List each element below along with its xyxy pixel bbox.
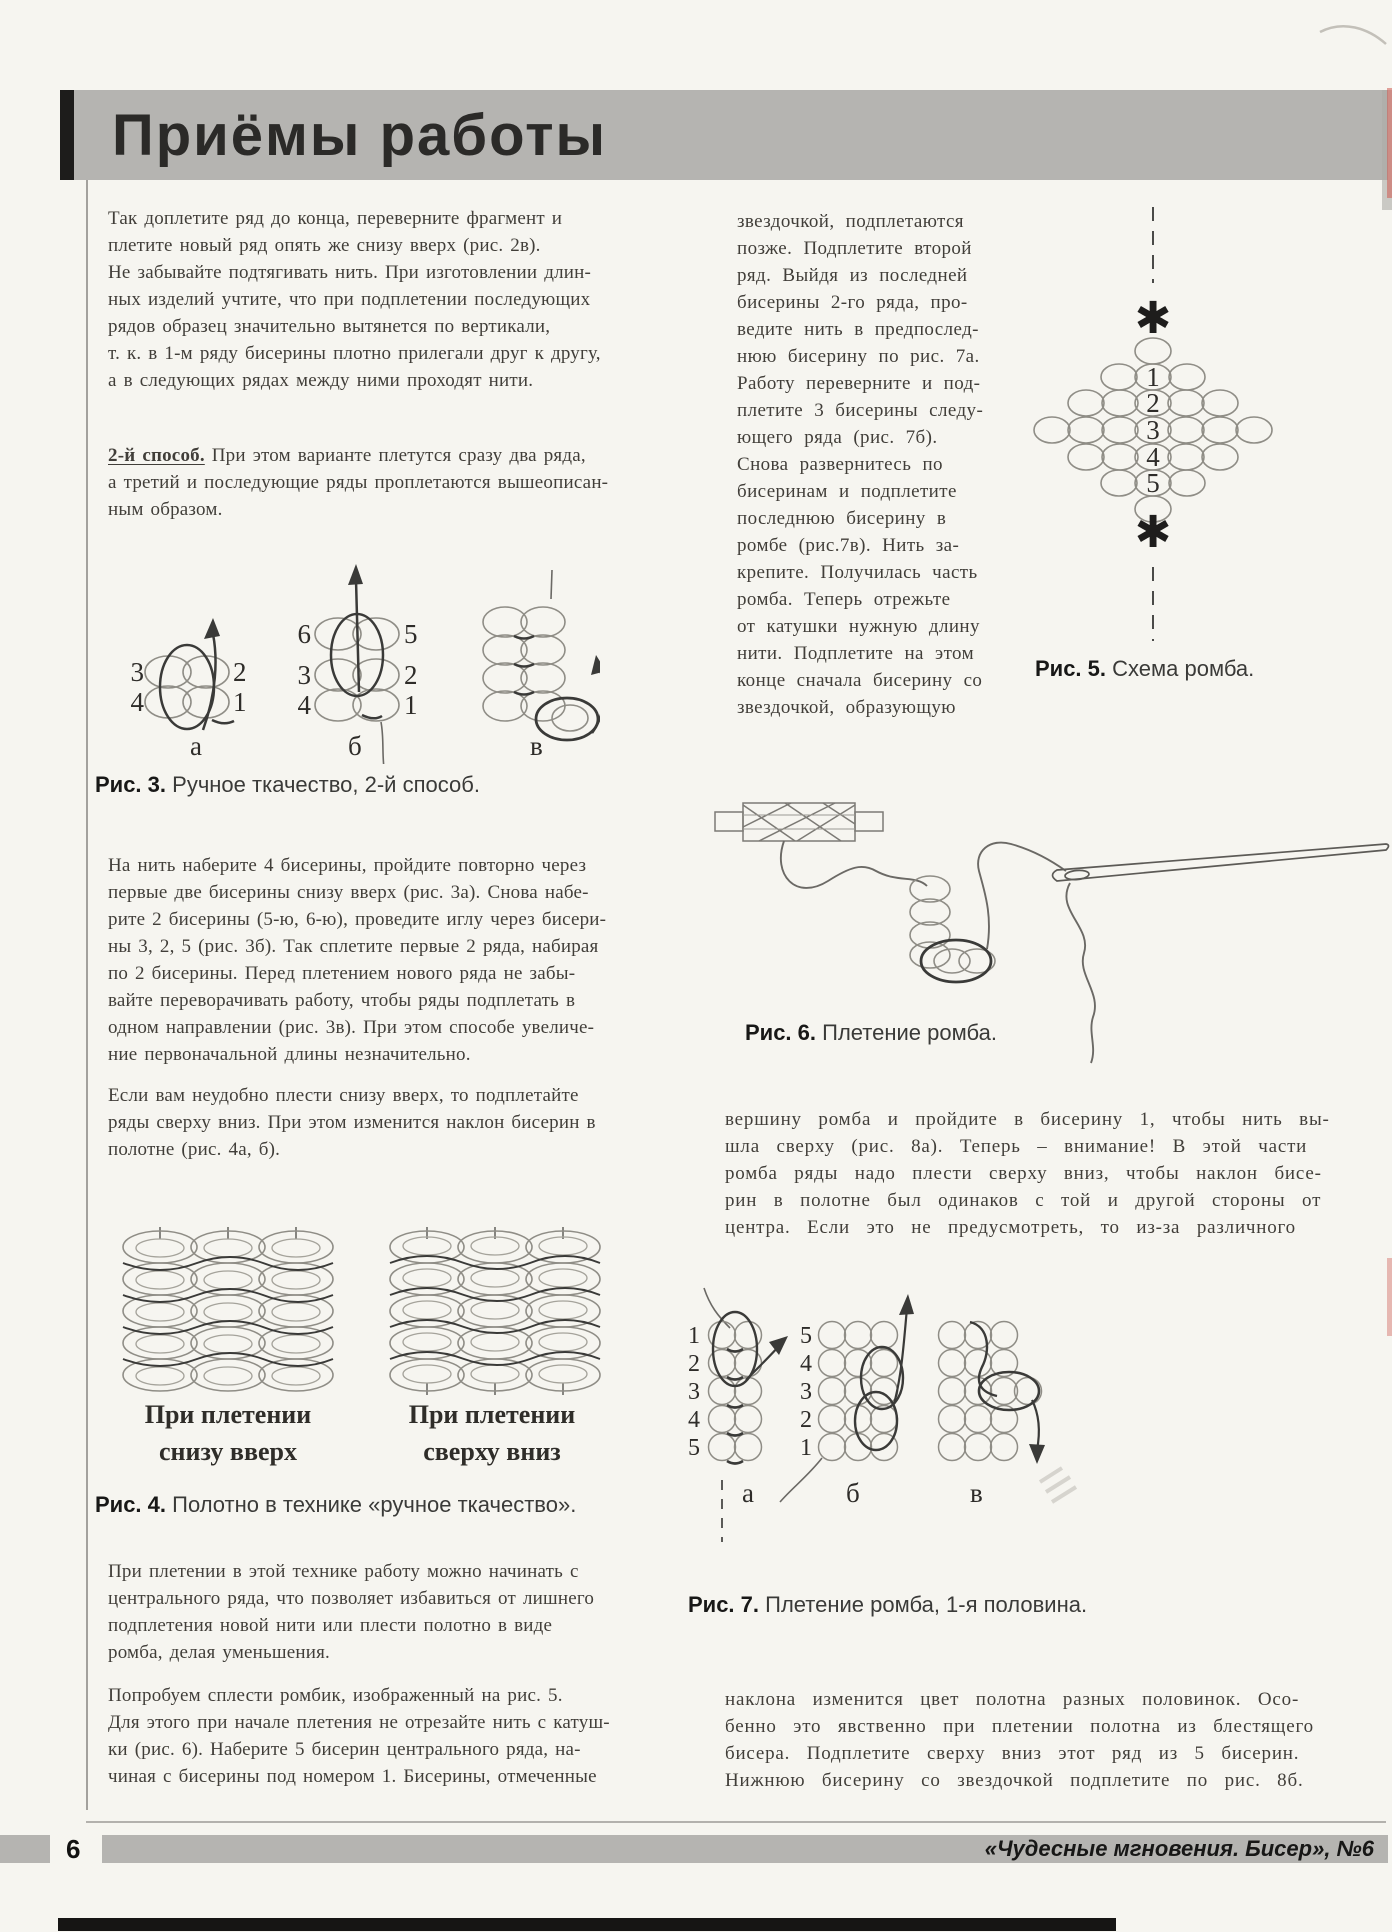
- text-line: нюю бисерину по рис. 7а.: [737, 346, 980, 367]
- fig7-caption: [688, 1592, 1087, 1618]
- text-line: бисера. Подплетите сверху вниз этот ряд из 5 бисерин.: [725, 1743, 1300, 1764]
- bead-number: 6: [297, 619, 311, 649]
- footer-divider: [86, 1821, 1386, 1823]
- bottom-black-bar: [58, 1918, 1116, 1931]
- bead-number: 2: [800, 1407, 812, 1433]
- bead-number: 5: [404, 619, 418, 649]
- paragraph-star-beads: [737, 208, 1011, 721]
- bead-number: 1: [800, 1435, 812, 1461]
- paragraph-center-row: [108, 1558, 595, 1666]
- text-line: ющего ряда (рис. 7б).: [737, 427, 938, 448]
- bead-number: 3: [297, 660, 311, 690]
- label-line: При плетении: [144, 1400, 312, 1429]
- scan-pencil-curve: [1318, 18, 1390, 52]
- bead-number: 2: [688, 1351, 700, 1377]
- text-line: Нижнюю бисерину со звездочкой подплетите по рис. 8б.: [725, 1770, 1304, 1791]
- fig7-diagram-b: [780, 1294, 914, 1508]
- text-line: по 2 бисерины. Перед плетением нового ряда не забы-: [108, 963, 576, 984]
- text-line: рин в полотне был одинаков с той и другой стороны от: [725, 1190, 1322, 1211]
- text-line: крепите. Получилась часть: [737, 562, 978, 583]
- scan-red-mark: [1387, 1258, 1392, 1336]
- fig7-caption-text: Плетение ромба, 1-я половина.: [765, 1592, 1088, 1617]
- scan-red-mark: [1387, 88, 1392, 198]
- star-marker: ✱: [1134, 507, 1172, 558]
- text-line: ных изделий учтите, что при подплетении последующих: [108, 289, 591, 310]
- text-line: а в следующих рядах между ними проходят нити.: [108, 370, 534, 391]
- text-line: ние первоначальной длины незначительно.: [108, 1044, 471, 1065]
- fig4-label-bottom-up: [118, 1396, 338, 1470]
- paragraph-topdown: [108, 1082, 596, 1163]
- footer-bar: [102, 1835, 1388, 1863]
- header-black-stub: [60, 90, 74, 180]
- text-line: ромба ряды надо плести сверху вниз, чтобы наклон бисе-: [725, 1163, 1322, 1184]
- bead-number: 4: [688, 1407, 700, 1433]
- bead-number: 1: [233, 687, 247, 717]
- diagram-label: в: [530, 731, 543, 761]
- fig4-swatch-top-down: [385, 1225, 605, 1397]
- text-line: звездочкой, подплетаются: [737, 211, 964, 232]
- bead-number: 3: [1146, 415, 1160, 445]
- fig7-diagram-a: [688, 1288, 788, 1542]
- text-line: центрального ряда, что позволяет избавиться от лишнего: [108, 1588, 595, 1609]
- text-line: ведите нить в предпослед-: [737, 319, 979, 340]
- text-line: ромба, делая уменьшения.: [108, 1642, 330, 1663]
- bead-number: 4: [1146, 442, 1160, 472]
- diagram-label: а: [742, 1478, 754, 1508]
- fig7-diagram: [660, 1282, 1390, 1582]
- diagram-label: б: [348, 731, 362, 761]
- bead-number: 3: [688, 1379, 700, 1405]
- fig5-caption-text: Схема ромба.: [1112, 656, 1255, 681]
- text-line: ны 3, 2, 5 (рис. 3б). Так сплетите первые 2 ряда, набирая: [108, 936, 599, 957]
- text-line: шла сверху (рис. 8а). Теперь – внимание! В этой части: [725, 1136, 1308, 1157]
- fig3-caption-text: Ручное ткачество, 2-й способ.: [172, 772, 480, 797]
- fig5-caption: [1035, 656, 1254, 682]
- footer-gray-stub: [0, 1835, 50, 1863]
- pencil-smudge: [1040, 1468, 1076, 1502]
- fig4-caption: [95, 1492, 576, 1518]
- bead-number: 2: [233, 657, 247, 687]
- text-run: При этом варианте плетутся сразу два ряда,: [211, 445, 586, 466]
- fig3-caption: [95, 772, 480, 798]
- bead-number: 1: [688, 1323, 700, 1349]
- bead-number: 1: [404, 690, 418, 720]
- text-line: а третий и последующие ряды проплетаются вышеописан-: [108, 472, 609, 493]
- text-line: нити. Подплетите на этом: [737, 643, 975, 664]
- text-line: Попробуем сплести ромбик, изображенный на рис. 5.: [108, 1685, 563, 1706]
- text-line: Так доплетите ряд до конца, переверните фрагмент и: [108, 208, 563, 229]
- text-line: [108, 442, 588, 469]
- bead-number: 5: [1146, 468, 1160, 498]
- text-line: На нить наберите 4 бисерины, пройдите повторно через: [108, 855, 587, 876]
- diagram-label: в: [970, 1478, 983, 1508]
- text-line: Не забывайте подтягивать нить. При изготовлении длин-: [108, 262, 592, 283]
- header-bar: [74, 90, 1388, 180]
- fig3-diagram: [100, 552, 600, 764]
- text-line: последнюю бисерину в: [737, 508, 947, 529]
- diagram-label: а: [190, 731, 202, 761]
- paragraph-rhomb-top: [725, 1106, 1385, 1241]
- fig5-diagram: [1030, 195, 1390, 645]
- text-line: рядов образец значительно вытянется по вертикали,: [108, 316, 551, 337]
- text-line: полотне (рис. 4а, б).: [108, 1139, 281, 1160]
- text-line: ромба. Теперь отрежьте: [737, 589, 951, 610]
- text-line: ным образом.: [108, 499, 223, 520]
- page-title: Приёмы работы: [112, 103, 608, 168]
- text-line: конце сначала бисерину со: [737, 670, 983, 691]
- fig5-caption-number: Рис. 5.: [1035, 656, 1107, 681]
- text-line: позже. Подплетите второй: [737, 238, 972, 259]
- text-line: вайте переворачивать работу, чтобы ряды подплетать в: [108, 990, 576, 1011]
- spool-icon: [715, 803, 883, 841]
- fig4-swatch-bottom-up: [118, 1225, 338, 1397]
- text-line: плетите 3 бисерины следу-: [737, 400, 984, 421]
- text-line: бенно это явственно при плетении полотна из блестящего: [725, 1716, 1314, 1737]
- bead-number: 1: [1146, 362, 1160, 392]
- bead-number: 2: [404, 660, 418, 690]
- bead-number: 4: [130, 687, 144, 717]
- bead-number: 3: [130, 657, 144, 687]
- text-line: подплетения новой нити или плести полотно в виде: [108, 1615, 553, 1636]
- paragraph-method2: [108, 442, 609, 523]
- label-line: снизу вверх: [159, 1437, 297, 1466]
- fig4-label-top-down: [382, 1396, 602, 1470]
- text-line: центра. Если это не предусмотреть, то из-за различного: [725, 1217, 1296, 1238]
- bead-number: 2: [1146, 388, 1160, 418]
- journal-title: «Чудесные мгновения. Бисер», №6: [984, 1836, 1374, 1861]
- text-line: т. к. в 1-м ряду бисерины плотно прилегали друг к другу,: [108, 343, 601, 364]
- text-line: звездочкой, образующую: [737, 697, 956, 718]
- text-line: наклона изменится цвет полотна разных половинок. Осо-: [725, 1689, 1300, 1710]
- text-line: от катушки нужную длину: [737, 616, 980, 637]
- left-margin-rule: [86, 180, 88, 1810]
- fig7-diagram-v: [939, 1322, 1077, 1509]
- text-line: При плетении в этой технике работу можно начинать с: [108, 1561, 579, 1582]
- bead-number: 5: [800, 1323, 812, 1349]
- paragraph-rhomb-bottom: [725, 1686, 1385, 1794]
- text-line: Для этого при начале плетения не отрезайте нить с катуш-: [108, 1712, 610, 1733]
- text-line: Если вам неудобно плести снизу вверх, то подплетайте: [108, 1085, 579, 1106]
- text-line: вершину ромба и пройдите в бисерину 1, чтобы нить вы-: [725, 1109, 1330, 1130]
- text-line: первые две бисерины снизу вверх (рис. 3а). Снова набе-: [108, 882, 589, 903]
- bead-number: 4: [800, 1351, 812, 1377]
- fig4-caption-number: Рис. 4.: [95, 1492, 167, 1517]
- bead-number: 5: [688, 1435, 700, 1461]
- fig6-caption-number: Рис. 6.: [745, 1020, 817, 1045]
- label-line: сверху вниз: [423, 1437, 561, 1466]
- fig3-diagram-b: [298, 564, 418, 764]
- star-marker: ✱: [1134, 293, 1172, 344]
- fig6-caption: [745, 1020, 997, 1046]
- text-line: ряды сверху вниз. При этом изменится наклон бисерин в: [108, 1112, 596, 1133]
- fig3-diagram-a: [131, 618, 247, 761]
- text-line: чиная с бисерины под номером 1. Бисерины, отмеченные: [108, 1766, 597, 1787]
- text-line: бисеринам и подплетите: [737, 481, 957, 502]
- diagram-label: б: [846, 1478, 860, 1508]
- text-line: рите 2 бисерины (5-ю, 6-ю), проведите иглу через бисери-: [108, 909, 607, 930]
- label-line: При плетении: [408, 1400, 576, 1429]
- needle-icon: [1053, 844, 1389, 881]
- fig3-caption-number: Рис. 3.: [95, 772, 167, 797]
- fig6-caption-text: Плетение ромба.: [822, 1020, 997, 1045]
- fig3-diagram-v: [483, 570, 600, 761]
- text-line: Снова развернитесь по: [737, 454, 943, 475]
- fig7-caption-number: Рис. 7.: [688, 1592, 760, 1617]
- text-line: бисерины 2-го ряда, про-: [737, 292, 968, 313]
- text-line: ромбе (рис.7в). Нить за-: [737, 535, 960, 556]
- text-line: Работу переверните и под-: [737, 373, 981, 394]
- paragraph-try-rhomb: [108, 1682, 610, 1790]
- paragraph-4beads: [108, 852, 607, 1068]
- paragraph-intro: [108, 205, 601, 394]
- text-line: ряд. Выйдя из последней: [737, 265, 968, 286]
- text-line: ки (рис. 6). Наберите 5 бисерин центрального ряда, на-: [108, 1739, 581, 1760]
- bead-number: 3: [800, 1379, 812, 1405]
- page-number: 6: [66, 1834, 81, 1864]
- text-line: одном направлении (рис. 3в). При этом способе увеличе-: [108, 1017, 595, 1038]
- method2-lead: 2-й способ.: [108, 445, 205, 466]
- text-line: плетите новый ряд опять же снизу вверх (рис. 2в).: [108, 235, 541, 256]
- bead-number: 4: [297, 690, 311, 720]
- fig4-caption-text: Полотно в технике «ручное ткачество».: [172, 1492, 577, 1517]
